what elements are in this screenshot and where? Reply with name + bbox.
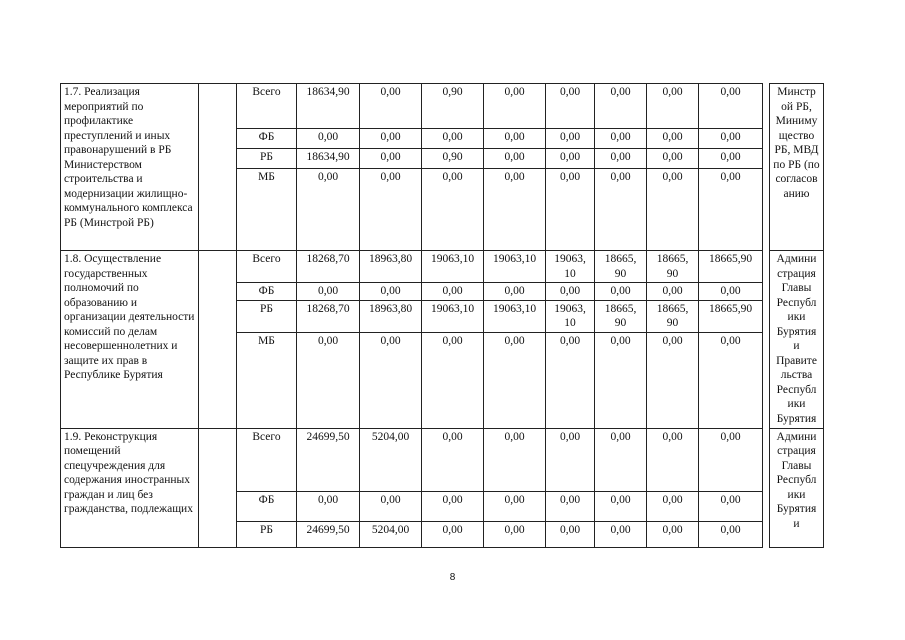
amount-cell: 0,00 bbox=[297, 129, 360, 149]
amount-cell: 5204,00 bbox=[360, 521, 422, 547]
amount-cell: 0,00 bbox=[647, 149, 699, 169]
funding-source-cell: Всего bbox=[237, 251, 297, 283]
amount-cell: 0,00 bbox=[360, 84, 422, 129]
amount-cell: 0,00 bbox=[297, 491, 360, 521]
amount-cell: 0,00 bbox=[484, 521, 546, 547]
amount-cell: 18665,90 bbox=[699, 251, 763, 283]
blank-cell bbox=[199, 84, 237, 251]
funding-source-cell: ФБ bbox=[237, 129, 297, 149]
amount-cell: 0,00 bbox=[699, 84, 763, 129]
amount-cell: 0,00 bbox=[699, 169, 763, 251]
amount-cell: 0,00 bbox=[595, 332, 647, 428]
amount-cell: 0,00 bbox=[699, 491, 763, 521]
spacer-cell bbox=[763, 428, 770, 547]
amount-cell: 0,00 bbox=[546, 491, 595, 521]
amount-cell: 18268,70 bbox=[297, 251, 360, 283]
table-row bbox=[61, 84, 824, 129]
amount-cell: 19063,10 bbox=[422, 300, 484, 332]
amount-cell: 0,00 bbox=[422, 283, 484, 301]
funding-source-cell: МБ bbox=[237, 169, 297, 251]
amount-cell: 0,00 bbox=[484, 149, 546, 169]
amount-cell: 0,00 bbox=[647, 521, 699, 547]
amount-cell: 0,00 bbox=[422, 428, 484, 491]
amount-cell: 0,00 bbox=[699, 428, 763, 491]
amount-cell: 0,00 bbox=[422, 491, 484, 521]
amount-cell: 0,00 bbox=[546, 84, 595, 129]
funding-source-cell: Всего bbox=[237, 428, 297, 491]
amount-cell: 0,00 bbox=[297, 283, 360, 301]
measure-name-cell: 1.7. Реализация мероприятий по профилактике преступлений и иных правонарушений в РБ Министерством строительства и модернизации жилищно-коммунального комплекса РБ (Минстрой РБ) bbox=[61, 84, 199, 251]
spacer-cell bbox=[763, 84, 770, 251]
amount-cell: 0,00 bbox=[595, 491, 647, 521]
amount-cell: 0,90 bbox=[422, 149, 484, 169]
amount-cell: 0,00 bbox=[422, 332, 484, 428]
amount-cell: 24699,50 bbox=[297, 428, 360, 491]
amount-cell: 0,00 bbox=[546, 428, 595, 491]
amount-cell: 0,00 bbox=[484, 332, 546, 428]
amount-cell: 0,00 bbox=[647, 491, 699, 521]
amount-cell: 0,00 bbox=[546, 521, 595, 547]
responsible-cell: Админи страция Главы Республ ики Бурятия и bbox=[770, 428, 824, 547]
table-row bbox=[61, 428, 824, 491]
amount-cell: 18634,90 bbox=[297, 84, 360, 129]
amount-cell: 5204,00 bbox=[360, 428, 422, 491]
amount-cell: 0,00 bbox=[699, 332, 763, 428]
table-row bbox=[61, 251, 824, 283]
blank-cell bbox=[199, 251, 237, 429]
amount-cell: 0,00 bbox=[647, 169, 699, 251]
amount-cell: 0,00 bbox=[297, 332, 360, 428]
responsible-cell: Админи страция Главы Республ ики Бурятия и Правите льства Республ ики Бурятия bbox=[770, 251, 824, 429]
amount-cell: 0,00 bbox=[546, 283, 595, 301]
measure-name-cell: 1.9. Реконструкция помещений спецучреждения для содержания иностранных граждан и лиц без гражданства, подлежащих bbox=[61, 428, 199, 547]
amount-cell: 19063,10 bbox=[422, 251, 484, 283]
amount-cell: 0,00 bbox=[422, 129, 484, 149]
amount-cell: 0,00 bbox=[546, 149, 595, 169]
amount-cell: 0,00 bbox=[484, 428, 546, 491]
amount-cell: 18665, 90 bbox=[647, 300, 699, 332]
amount-cell: 18963,80 bbox=[360, 251, 422, 283]
amount-cell: 19063, 10 bbox=[546, 300, 595, 332]
amount-cell: 0,00 bbox=[595, 169, 647, 251]
amount-cell: 0,00 bbox=[595, 84, 647, 129]
amount-cell: 0,00 bbox=[647, 283, 699, 301]
amount-cell: 18963,80 bbox=[360, 300, 422, 332]
amount-cell: 0,00 bbox=[422, 169, 484, 251]
amount-cell: 19063, 10 bbox=[546, 251, 595, 283]
amount-cell: 0,00 bbox=[360, 169, 422, 251]
amount-cell: 18665,90 bbox=[699, 300, 763, 332]
measure-name-cell: 1.8. Осуществление государственных полномочий по образованию и организации деятельности комиссий по делам несовершеннолетних и защите их прав в Республике Бурятия bbox=[61, 251, 199, 429]
responsible-cell: Минстр ой РБ, Миниму щество РБ, МВД по РБ (по согласов анию bbox=[770, 84, 824, 251]
amount-cell: 0,00 bbox=[360, 332, 422, 428]
amount-cell: 0,00 bbox=[484, 84, 546, 129]
amount-cell: 0,00 bbox=[647, 332, 699, 428]
amount-cell: 0,00 bbox=[360, 129, 422, 149]
funding-source-cell: МБ bbox=[237, 332, 297, 428]
amount-cell: 0,00 bbox=[699, 149, 763, 169]
spacer-cell bbox=[763, 251, 770, 429]
amount-cell: 0,00 bbox=[297, 169, 360, 251]
funding-source-cell: ФБ bbox=[237, 491, 297, 521]
funding-source-cell: Всего bbox=[237, 84, 297, 129]
amount-cell: 0,00 bbox=[595, 428, 647, 491]
amount-cell: 0,00 bbox=[422, 521, 484, 547]
amount-cell: 0,00 bbox=[546, 332, 595, 428]
amount-cell: 0,00 bbox=[595, 521, 647, 547]
page-number: 8 bbox=[449, 572, 456, 583]
amount-cell: 19063,10 bbox=[484, 300, 546, 332]
table-body bbox=[61, 84, 824, 548]
amount-cell: 0,00 bbox=[699, 521, 763, 547]
amount-cell: 0,00 bbox=[595, 129, 647, 149]
amount-cell: 0,00 bbox=[484, 169, 546, 251]
amount-cell: 0,00 bbox=[699, 129, 763, 149]
funding-source-cell: РБ bbox=[237, 521, 297, 547]
amount-cell: 0,00 bbox=[595, 283, 647, 301]
amount-cell: 0,00 bbox=[647, 129, 699, 149]
amount-cell: 0,00 bbox=[360, 149, 422, 169]
amount-cell: 18665, 90 bbox=[595, 300, 647, 332]
funding-source-cell: РБ bbox=[237, 300, 297, 332]
amount-cell: 0,00 bbox=[484, 129, 546, 149]
amount-cell: 0,00 bbox=[647, 84, 699, 129]
amount-cell: 18665, 90 bbox=[647, 251, 699, 283]
amount-cell: 18665, 90 bbox=[595, 251, 647, 283]
amount-cell: 18268,70 bbox=[297, 300, 360, 332]
funding-source-cell: ФБ bbox=[237, 283, 297, 301]
amount-cell: 0,00 bbox=[484, 283, 546, 301]
amount-cell: 0,00 bbox=[595, 149, 647, 169]
blank-cell bbox=[199, 428, 237, 547]
amount-cell: 18634,90 bbox=[297, 149, 360, 169]
amount-cell: 0,00 bbox=[546, 129, 595, 149]
amount-cell: 0,00 bbox=[647, 428, 699, 491]
amount-cell: 0,00 bbox=[546, 169, 595, 251]
funding-source-cell: РБ bbox=[237, 149, 297, 169]
budget-table bbox=[60, 83, 824, 548]
amount-cell: 0,00 bbox=[360, 283, 422, 301]
amount-cell: 19063,10 bbox=[484, 251, 546, 283]
amount-cell: 24699,50 bbox=[297, 521, 360, 547]
amount-cell: 0,00 bbox=[360, 491, 422, 521]
amount-cell: 0,00 bbox=[484, 491, 546, 521]
amount-cell: 0,00 bbox=[699, 283, 763, 301]
amount-cell: 0,90 bbox=[422, 84, 484, 129]
